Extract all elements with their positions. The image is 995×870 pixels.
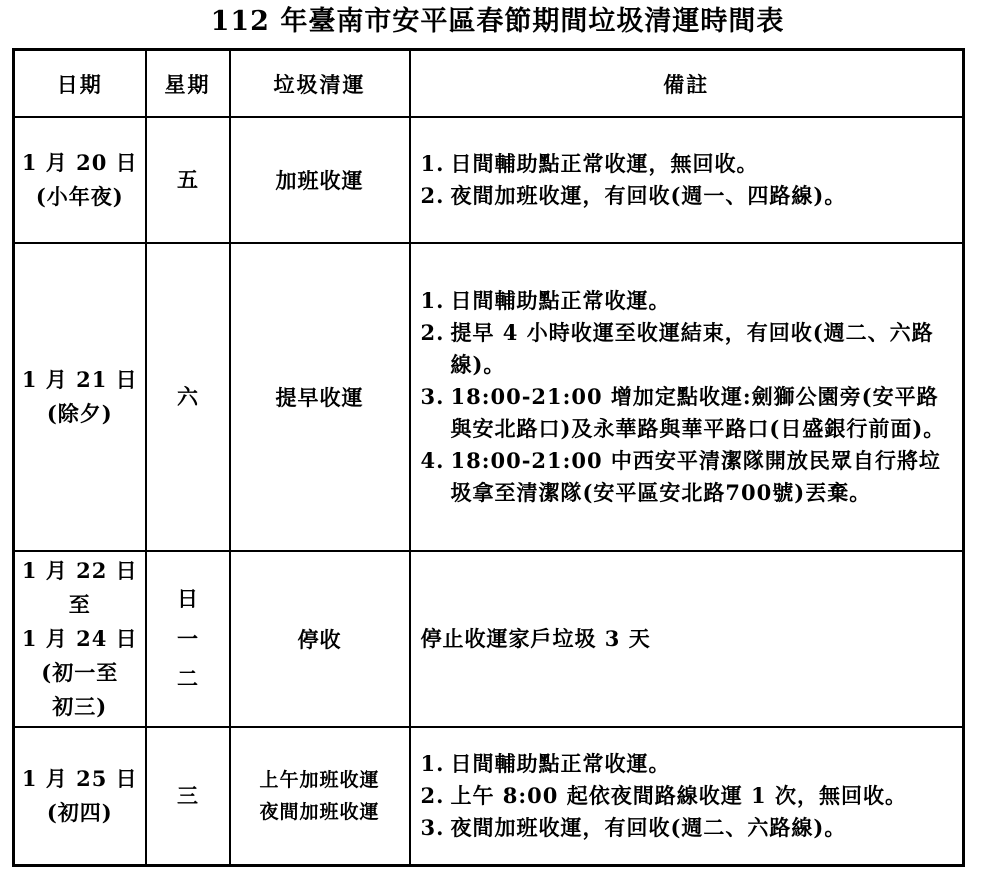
weekday-cell xyxy=(146,551,230,727)
date-cell xyxy=(14,243,146,551)
date-line: (小年夜) xyxy=(35,184,124,209)
collection-cell xyxy=(230,551,410,727)
note-item xyxy=(421,381,955,445)
date-line: 1 月 24 日 xyxy=(21,626,138,651)
collection-line: 夜間加班收運 xyxy=(259,800,380,823)
weekday-line: 五 xyxy=(177,167,198,192)
note-number: 2. xyxy=(420,183,445,208)
note-number: 3. xyxy=(420,814,445,840)
remarks-cell xyxy=(410,551,964,727)
note-number: 1. xyxy=(420,288,445,313)
note-number: 2. xyxy=(420,320,445,345)
note-item xyxy=(421,180,955,212)
date-line: 1 月 21 日 xyxy=(21,367,138,392)
note-text: 夜間加班收運，有回收(週一、四路線)。 xyxy=(450,183,847,208)
table-row xyxy=(14,551,964,727)
date-line: 至 xyxy=(68,592,91,617)
date-line: 1 月 22 日 xyxy=(21,558,138,583)
remarks-cell xyxy=(410,727,964,865)
date-line: 初三) xyxy=(52,694,108,719)
note-number: 4. xyxy=(420,448,445,473)
note-text: 日間輔助點正常收運，無回收。 xyxy=(450,151,759,176)
note-number: 3. xyxy=(420,384,445,409)
header-weekday: 星期 xyxy=(146,50,230,118)
collection-line: 提早收運 xyxy=(275,385,364,410)
note-text: 上午 8:00 起依夜間路線收運 1 次，無回收。 xyxy=(450,782,907,808)
weekday-line: 一 xyxy=(177,626,198,651)
page-title: 112 年臺南市安平區春節期間垃圾清運時間表 xyxy=(210,6,785,37)
collection-cell xyxy=(230,243,410,551)
weekday-cell xyxy=(146,243,230,551)
note-text: 18:00-21:00 增加定點收運:劍獅公園旁(安平路與安北路口)及永華路與華平路口(日盛銀行前面)。 xyxy=(450,384,946,441)
header-remarks: 備註 xyxy=(410,50,964,118)
note-text: 停止收運家戶垃圾 3 天 xyxy=(420,626,651,651)
header-row xyxy=(14,50,964,118)
weekday-line: 三 xyxy=(177,782,198,808)
note-text: 夜間加班收運，有回收(週二、六路線)。 xyxy=(450,814,847,840)
weekday-cell xyxy=(146,117,230,243)
note-text: 18:00-21:00 中西安平清潔隊開放民眾自行將垃圾拿至清潔隊(安平區安北路700號)丟棄。 xyxy=(450,448,941,505)
note-item xyxy=(421,445,955,509)
date-line: (初四) xyxy=(46,799,113,825)
date-cell xyxy=(14,117,146,243)
note-text: 日間輔助點正常收運。 xyxy=(450,750,671,776)
date-line: 1 月 20 日 xyxy=(21,150,138,175)
header-collection: 垃圾清運 xyxy=(230,50,410,118)
note-item xyxy=(421,317,955,381)
weekday-cell xyxy=(146,727,230,865)
collection-line: 上午加班收運 xyxy=(259,768,380,791)
note-number: 1. xyxy=(420,750,445,776)
collection-line: 加班收運 xyxy=(275,168,364,193)
note-item xyxy=(421,148,955,180)
note-text: 提早 4 小時收運至收運結束，有回收(週二、六路線)。 xyxy=(450,320,934,377)
note-number: 1. xyxy=(420,151,445,176)
schedule-table xyxy=(12,48,965,867)
date-cell xyxy=(14,727,146,865)
header-date: 日期 xyxy=(14,50,146,118)
note-number: 2. xyxy=(420,782,445,808)
date-line: (除夕) xyxy=(46,401,113,426)
note-item xyxy=(421,623,955,655)
table-row xyxy=(14,243,964,551)
weekday-line: 日 xyxy=(177,586,198,611)
table-row xyxy=(14,117,964,243)
remarks-cell xyxy=(410,117,964,243)
weekday-line: 二 xyxy=(177,666,198,691)
note-item xyxy=(421,285,955,317)
date-line: (初一至 xyxy=(41,660,119,685)
collection-line: 停收 xyxy=(297,627,342,652)
date-line: 1 月 25 日 xyxy=(21,765,138,791)
remarks-cell xyxy=(410,243,964,551)
note-item xyxy=(421,812,955,844)
note-text: 日間輔助點正常收運。 xyxy=(450,288,671,313)
collection-cell xyxy=(230,117,410,243)
collection-cell xyxy=(230,727,410,865)
note-item xyxy=(421,780,955,812)
note-item xyxy=(421,748,955,780)
weekday-line: 六 xyxy=(177,384,198,409)
table-row xyxy=(14,727,964,865)
date-cell xyxy=(14,551,146,727)
